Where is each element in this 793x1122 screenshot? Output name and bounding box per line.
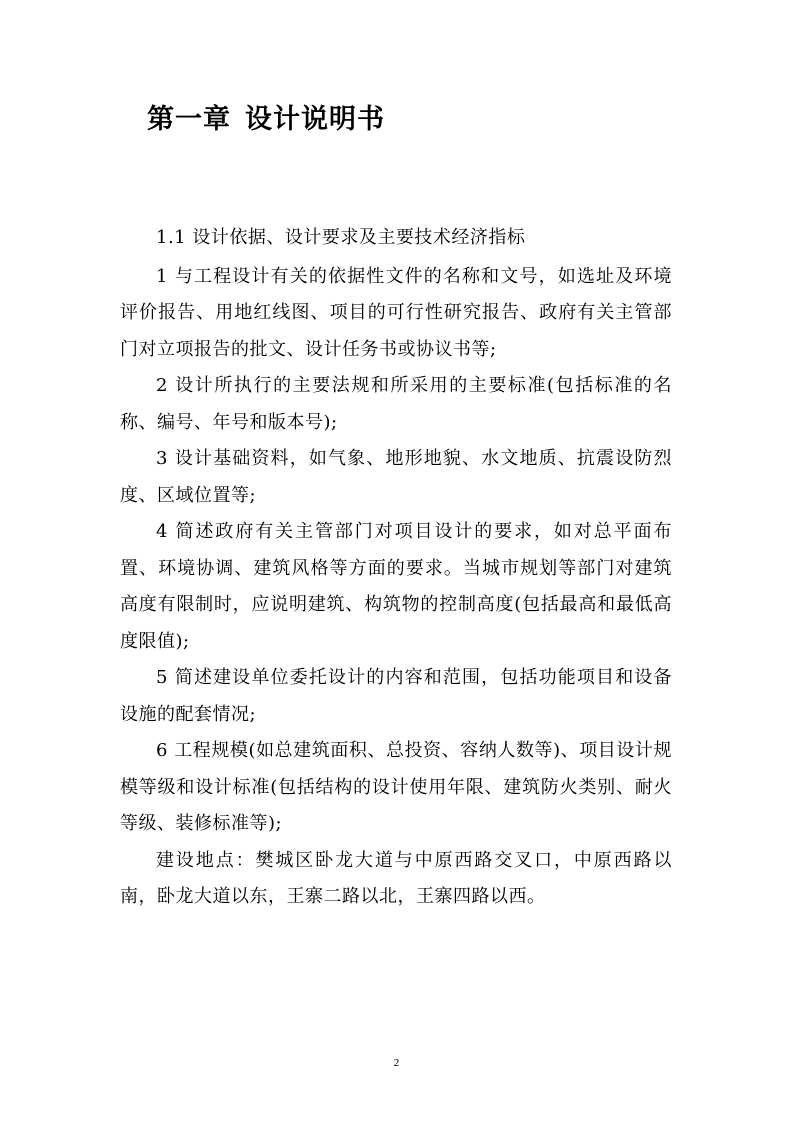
page-number: 2 [393,1057,400,1069]
paragraph-4: 4 简述政府有关主管部门对项目设计的要求，如对总平面布置、环境协调、建筑风格等方面的要求。当城市规划等部门对建筑高度有限制时，应说明建筑、构筑物的控制高度(包括最高和最低高度限值); [120,521,672,652]
paragraph-5: 5 简述建设单位委托设计的内容和范围，包括功能项目和设备设施的配套情况; [120,667,672,725]
section-heading: 1.1 设计依据、设计要求及主要技术经济指标 [156,227,526,248]
paragraph-2: 2 设计所执行的主要法规和所采用的主要标准(包括标准的名称、编号、年号和版本号); [120,375,672,433]
paragraph-1: 1 与工程设计有关的依据性文件的名称和文号，如选址及环境评价报告、用地红线图、项目的可行性研究报告、政府有关主管部门对立项报告的批文、设计任务书或协议书等; [120,265,672,360]
paragraph-site-location: 建设地点：樊城区卧龙大道与中原西路交叉口，中原西路以南，卧龙大道以东，王寨二路以北，王寨四路以西。 [120,849,672,907]
body-text [120,220,672,916]
chapter-name: 设计说明书 [245,104,385,135]
chapter-title [147,100,385,140]
chapter-number: 第一章 [147,104,231,135]
paragraph-3: 3 设计基础资料，如气象、地形地貌、水文地质、抗震设防烈度、区域位置等; [120,448,672,506]
paragraph-6: 6 工程规模(如总建筑面积、总投资、容纳人数等)、项目设计规模等级和设计标准(包括结构的设计使用年限、建筑防火类别、耐火等级、装修标准等); [120,740,672,834]
